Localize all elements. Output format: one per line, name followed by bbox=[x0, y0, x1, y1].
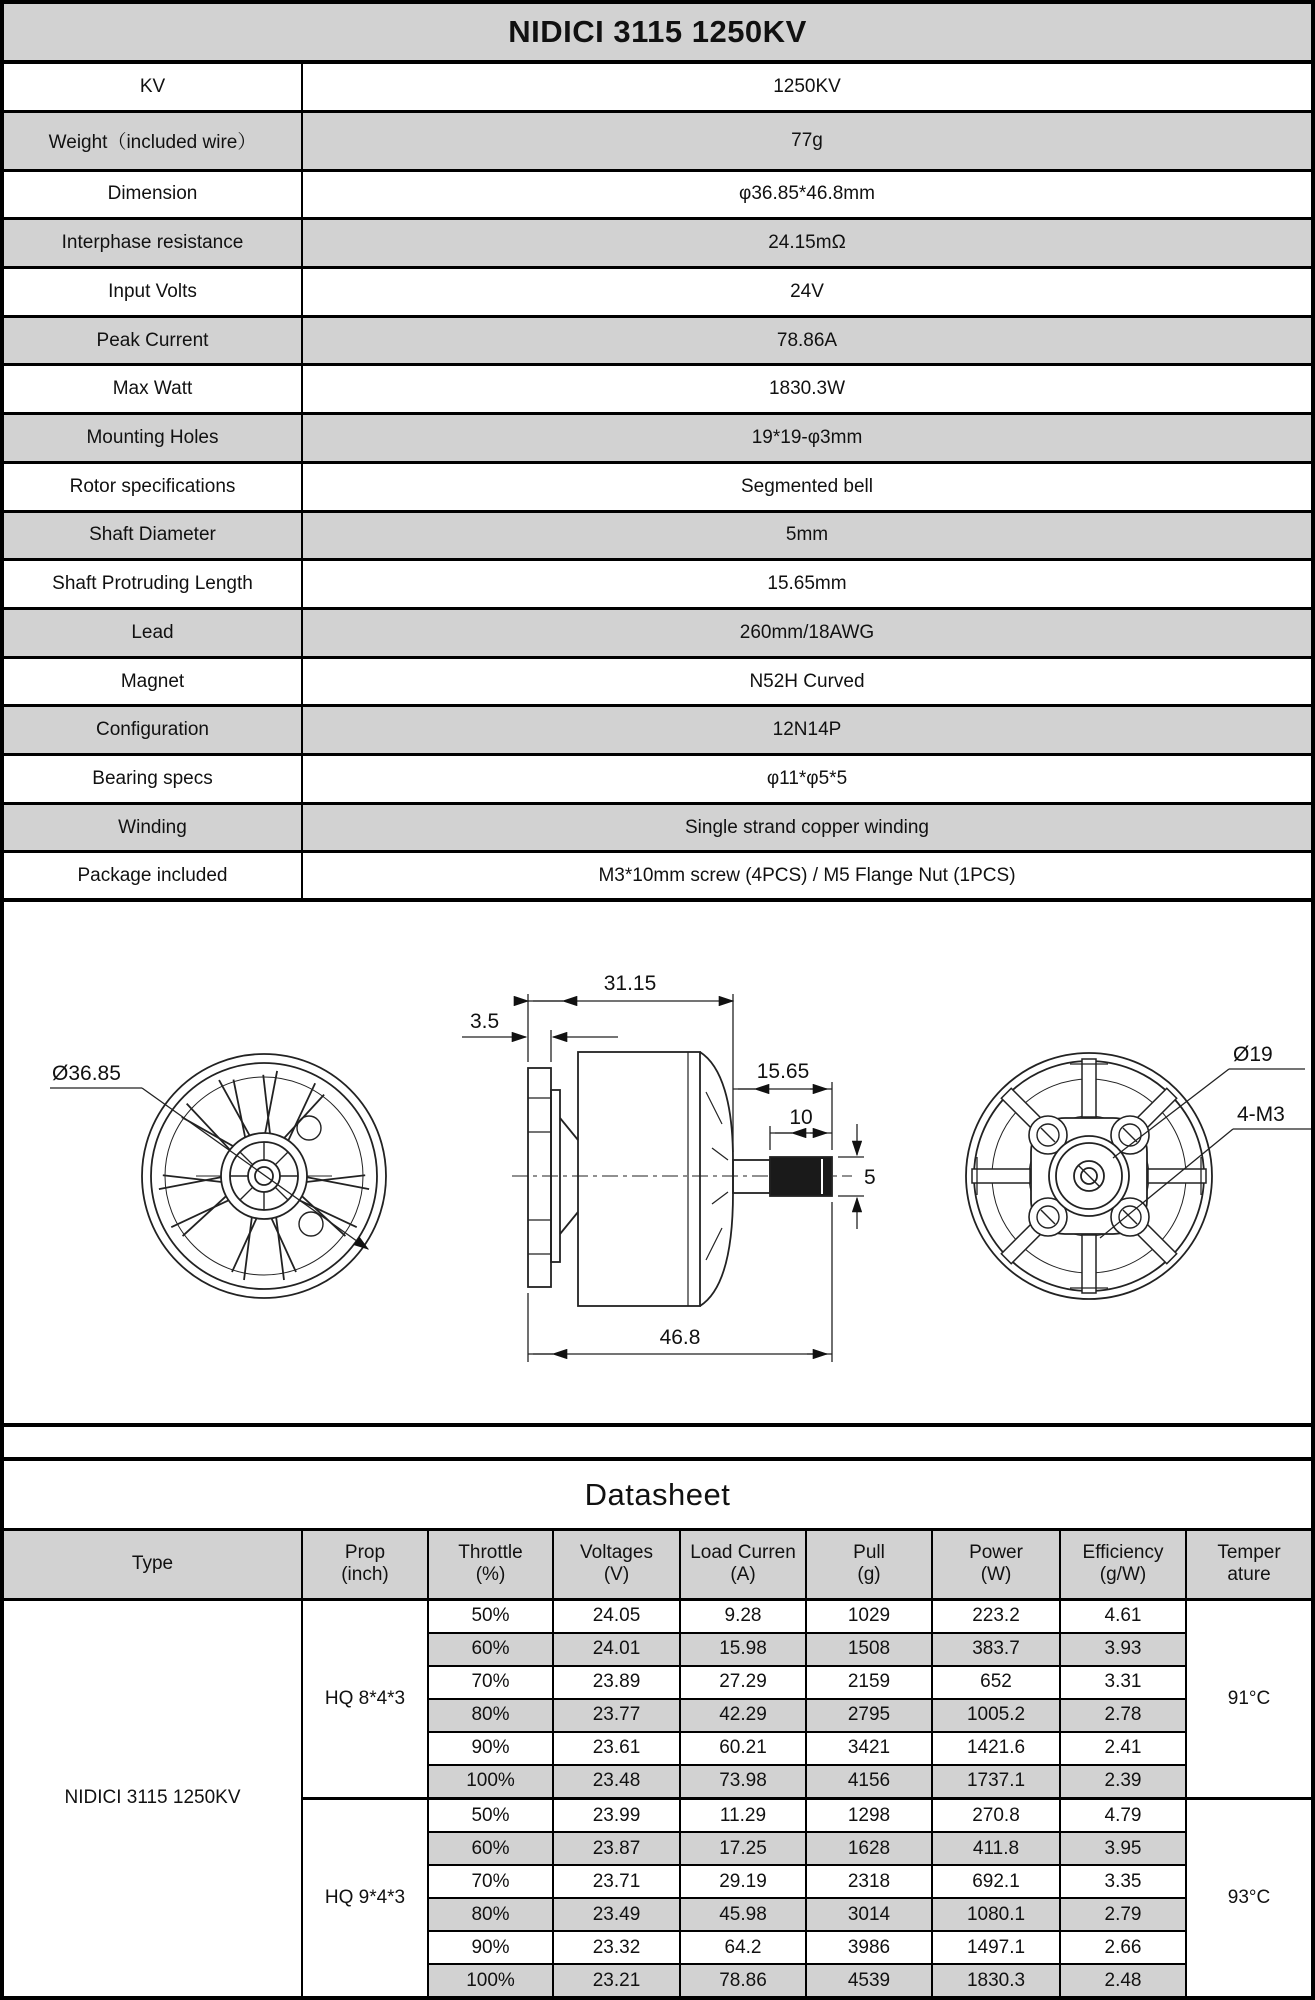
spec-value: 1250KV bbox=[302, 62, 1311, 112]
throttle-cell: 50% bbox=[428, 1798, 553, 1832]
shaft-diameter-dim: 5 bbox=[864, 1166, 876, 1189]
current-cell: 27.29 bbox=[680, 1666, 806, 1699]
spec-value: 24.15mΩ bbox=[302, 219, 1311, 268]
spec-label: Peak Current bbox=[4, 316, 302, 365]
throttle-cell: 70% bbox=[428, 1666, 553, 1699]
spec-row-interphase-resistance bbox=[4, 219, 1311, 268]
power-cell: 383.7 bbox=[932, 1633, 1060, 1666]
spec-value: M3*10mm screw (4PCS) / M5 Flange Nut (1PCS) bbox=[302, 852, 1311, 898]
pull-cell: 3014 bbox=[806, 1898, 932, 1931]
spec-label: Dimension bbox=[4, 170, 302, 219]
current-cell: 60.21 bbox=[680, 1732, 806, 1765]
temperature-cell: 91°C bbox=[1186, 1599, 1311, 1798]
spec-row-configuration bbox=[4, 706, 1311, 755]
throttle-cell: 100% bbox=[428, 1765, 553, 1799]
col-header-throttle: Throttle (%) bbox=[428, 1531, 553, 1599]
current-cell: 11.29 bbox=[680, 1798, 806, 1832]
throttle-cell: 80% bbox=[428, 1699, 553, 1732]
voltage-cell: 23.49 bbox=[553, 1898, 680, 1931]
power-cell: 1005.2 bbox=[932, 1699, 1060, 1732]
efficiency-cell: 3.35 bbox=[1060, 1865, 1186, 1898]
voltage-cell: 23.87 bbox=[553, 1832, 680, 1865]
efficiency-cell: 2.39 bbox=[1060, 1765, 1186, 1799]
pull-cell: 4156 bbox=[806, 1765, 932, 1799]
voltage-cell: 23.77 bbox=[553, 1699, 680, 1732]
spec-label: Lead bbox=[4, 608, 302, 657]
power-cell: 652 bbox=[932, 1666, 1060, 1699]
current-cell: 15.98 bbox=[680, 1633, 806, 1666]
thread-length-dim: 10 bbox=[789, 1106, 813, 1129]
throttle-cell: 70% bbox=[428, 1865, 553, 1898]
power-cell: 270.8 bbox=[932, 1798, 1060, 1832]
prop-cell: HQ 9*4*3 bbox=[302, 1798, 428, 1996]
throttle-cell: 90% bbox=[428, 1931, 553, 1964]
pull-cell: 1298 bbox=[806, 1798, 932, 1832]
spec-section bbox=[4, 4, 1311, 898]
pull-cell: 4539 bbox=[806, 1964, 932, 1996]
spec-label: Interphase resistance bbox=[4, 219, 302, 268]
motor-drawing-svg bbox=[4, 902, 1311, 1423]
spec-row-max-watt bbox=[4, 365, 1311, 414]
motor-front-view bbox=[50, 1054, 386, 1299]
spec-label: Mounting Holes bbox=[4, 414, 302, 463]
datasheet-title: Datasheet bbox=[4, 1461, 1311, 1531]
power-cell: 223.2 bbox=[932, 1599, 1060, 1633]
spec-value: 78.86A bbox=[302, 316, 1311, 365]
efficiency-cell: 2.48 bbox=[1060, 1964, 1186, 1996]
spacer-box bbox=[4, 1423, 1311, 1457]
type-cell: NIDICI 3115 1250KV bbox=[4, 1599, 302, 1996]
col-header-efficiency: Efficiency (g/W) bbox=[1060, 1531, 1186, 1599]
efficiency-cell: 3.31 bbox=[1060, 1666, 1186, 1699]
spec-row-magnet bbox=[4, 657, 1311, 706]
throttle-cell: 100% bbox=[428, 1964, 553, 1996]
spec-value: 24V bbox=[302, 268, 1311, 317]
current-cell: 29.19 bbox=[680, 1865, 806, 1898]
col-header-voltage: Voltages (V) bbox=[553, 1531, 680, 1599]
pull-cell: 3986 bbox=[806, 1931, 932, 1964]
efficiency-cell: 4.61 bbox=[1060, 1599, 1186, 1633]
spec-row-package bbox=[4, 852, 1311, 898]
bolt-circle-label: Ø19 bbox=[1233, 1043, 1273, 1066]
spec-row-bearing bbox=[4, 755, 1311, 804]
datasheet-header-row bbox=[4, 1531, 1311, 1599]
voltage-cell: 23.71 bbox=[553, 1865, 680, 1898]
spec-label: Max Watt bbox=[4, 365, 302, 414]
voltage-cell: 23.99 bbox=[553, 1798, 680, 1832]
col-header-temperature: Temperature bbox=[1186, 1531, 1311, 1599]
power-cell: 1080.1 bbox=[932, 1898, 1060, 1931]
spec-value: Single strand copper winding bbox=[302, 803, 1311, 852]
current-cell: 73.98 bbox=[680, 1765, 806, 1799]
datasheet-row bbox=[4, 1599, 1311, 1633]
title-row bbox=[4, 4, 1311, 62]
spec-table bbox=[4, 4, 1311, 898]
spec-value: 12N14P bbox=[302, 706, 1311, 755]
spec-value: 5mm bbox=[302, 511, 1311, 560]
body-length-dim: 31.15 bbox=[603, 972, 657, 995]
pull-cell: 3421 bbox=[806, 1732, 932, 1765]
spec-row-shaft-diameter bbox=[4, 511, 1311, 560]
spec-row-mounting-holes bbox=[4, 414, 1311, 463]
spec-value: φ11*φ5*5 bbox=[302, 755, 1311, 804]
throttle-cell: 90% bbox=[428, 1732, 553, 1765]
power-cell: 1737.1 bbox=[932, 1765, 1060, 1799]
spec-value: N52H Curved bbox=[302, 657, 1311, 706]
current-cell: 78.86 bbox=[680, 1964, 806, 1996]
pull-cell: 2318 bbox=[806, 1865, 932, 1898]
spec-row-lead bbox=[4, 608, 1311, 657]
throttle-cell: 60% bbox=[428, 1633, 553, 1666]
power-cell: 1497.1 bbox=[932, 1931, 1060, 1964]
throttle-cell: 60% bbox=[428, 1832, 553, 1865]
voltage-cell: 23.89 bbox=[553, 1666, 680, 1699]
spec-row-dimension bbox=[4, 170, 1311, 219]
spec-value: φ36.85*46.8mm bbox=[302, 170, 1311, 219]
spec-value: 260mm/18AWG bbox=[302, 608, 1311, 657]
spec-label: Weight（included wire） bbox=[4, 112, 302, 170]
prop-cell: HQ 8*4*3 bbox=[302, 1599, 428, 1798]
current-cell: 42.29 bbox=[680, 1699, 806, 1732]
technical-drawing bbox=[4, 898, 1311, 1423]
efficiency-cell: 3.93 bbox=[1060, 1633, 1186, 1666]
col-header-load-current: Load Curren (A) bbox=[680, 1531, 806, 1599]
col-header-type: Type bbox=[4, 1531, 302, 1599]
power-cell: 411.8 bbox=[932, 1832, 1060, 1865]
motor-rear-view bbox=[966, 1043, 1311, 1299]
front-diameter-label: Ø36.85 bbox=[52, 1062, 121, 1085]
spec-label: Bearing specs bbox=[4, 755, 302, 804]
power-cell: 1421.6 bbox=[932, 1732, 1060, 1765]
spec-row-input-volts bbox=[4, 268, 1311, 317]
flange-thickness-dim: 3.5 bbox=[470, 1010, 500, 1033]
spec-label: Input Volts bbox=[4, 268, 302, 317]
power-cell: 692.1 bbox=[932, 1865, 1060, 1898]
pull-cell: 1508 bbox=[806, 1633, 932, 1666]
spec-label: Magnet bbox=[4, 657, 302, 706]
pull-cell: 2159 bbox=[806, 1666, 932, 1699]
total-length-dim: 46.8 bbox=[659, 1326, 701, 1349]
voltage-cell: 23.61 bbox=[553, 1732, 680, 1765]
spec-value: 1830.3W bbox=[302, 365, 1311, 414]
efficiency-cell: 2.41 bbox=[1060, 1732, 1186, 1765]
power-cell: 1830.3 bbox=[932, 1964, 1060, 1996]
spec-row-kv bbox=[4, 62, 1311, 112]
spec-value: 77g bbox=[302, 112, 1311, 170]
efficiency-cell: 4.79 bbox=[1060, 1798, 1186, 1832]
spec-row-rotor bbox=[4, 462, 1311, 511]
spec-label: KV bbox=[4, 62, 302, 112]
pull-cell: 1628 bbox=[806, 1832, 932, 1865]
efficiency-cell: 2.79 bbox=[1060, 1898, 1186, 1931]
spec-label: Shaft Diameter bbox=[4, 511, 302, 560]
spec-row-shaft-protruding bbox=[4, 560, 1311, 609]
current-cell: 45.98 bbox=[680, 1898, 806, 1931]
voltage-cell: 23.21 bbox=[553, 1964, 680, 1996]
col-header-pull: Pull (g) bbox=[806, 1531, 932, 1599]
product-title: NIDICI 3115 1250KV bbox=[4, 4, 1311, 62]
spec-label: Rotor specifications bbox=[4, 462, 302, 511]
voltage-cell: 23.48 bbox=[553, 1765, 680, 1799]
motor-side-view bbox=[462, 972, 876, 1362]
voltage-cell: 24.01 bbox=[553, 1633, 680, 1666]
spec-value: 19*19-φ3mm bbox=[302, 414, 1311, 463]
spec-row-peak-current bbox=[4, 316, 1311, 365]
efficiency-cell: 2.66 bbox=[1060, 1931, 1186, 1964]
temperature-cell: 93°C bbox=[1186, 1798, 1311, 1996]
pull-cell: 2795 bbox=[806, 1699, 932, 1732]
datasheet-section bbox=[4, 1457, 1311, 1996]
pull-cell: 1029 bbox=[806, 1599, 932, 1633]
spec-label: Configuration bbox=[4, 706, 302, 755]
voltage-cell: 23.32 bbox=[553, 1931, 680, 1964]
throttle-cell: 80% bbox=[428, 1898, 553, 1931]
spec-label: Winding bbox=[4, 803, 302, 852]
col-header-prop: Prop (inch) bbox=[302, 1531, 428, 1599]
current-cell: 9.28 bbox=[680, 1599, 806, 1633]
spec-value: Segmented bell bbox=[302, 462, 1311, 511]
spec-label: Shaft Protruding Length bbox=[4, 560, 302, 609]
spec-value: 15.65mm bbox=[302, 560, 1311, 609]
spec-row-winding bbox=[4, 803, 1311, 852]
efficiency-cell: 3.95 bbox=[1060, 1832, 1186, 1865]
spec-row-weight bbox=[4, 112, 1311, 170]
spec-label: Package included bbox=[4, 852, 302, 898]
shaft-protruding-dim: 15.65 bbox=[756, 1060, 810, 1083]
efficiency-cell: 2.78 bbox=[1060, 1699, 1186, 1732]
col-header-power: Power (W) bbox=[932, 1531, 1060, 1599]
current-cell: 64.2 bbox=[680, 1931, 806, 1964]
current-cell: 17.25 bbox=[680, 1832, 806, 1865]
datasheet-table bbox=[4, 1531, 1311, 1996]
throttle-cell: 50% bbox=[428, 1599, 553, 1633]
mount-holes-label: 4-M3 bbox=[1237, 1103, 1285, 1126]
voltage-cell: 24.05 bbox=[553, 1599, 680, 1633]
